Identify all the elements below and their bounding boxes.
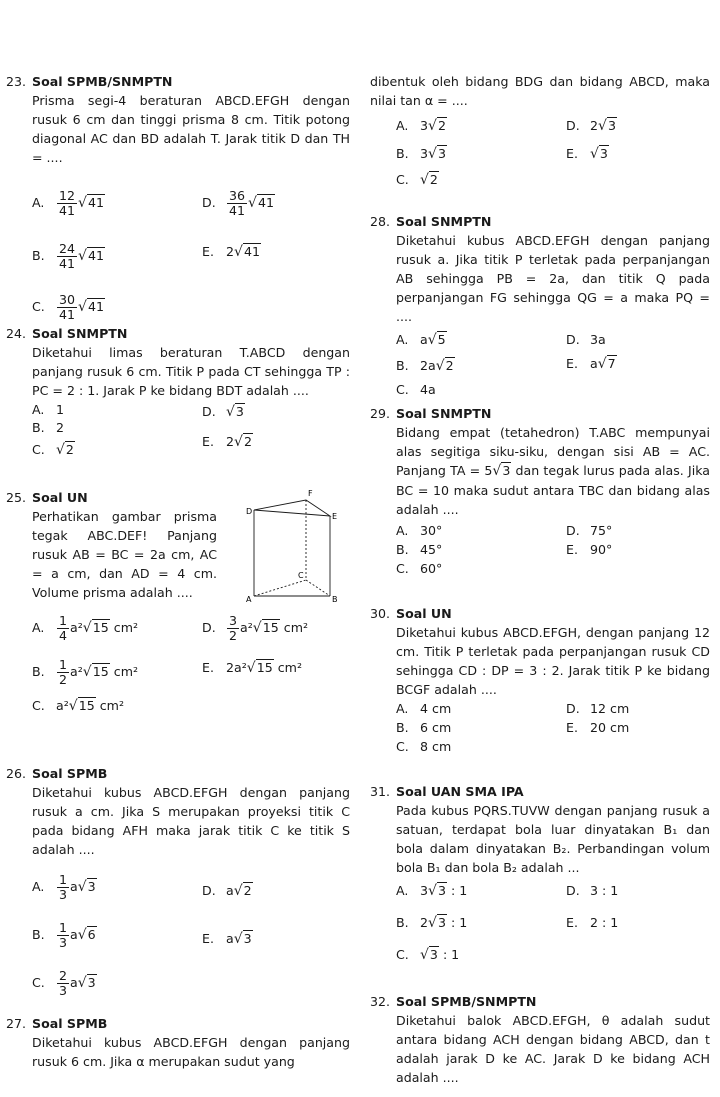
option-a[interactable]: A. a√5 bbox=[396, 332, 446, 348]
question-stem: Prisma segi-4 beraturan ABCD.EFGH dengan rusuk 6 cm dan tinggi prisma 8 cm. Titik potong diagonal AC dan BD adalah T. Jarak titik D dan TH = .... bbox=[32, 93, 350, 165]
edge-bc bbox=[306, 580, 330, 596]
question-header bbox=[6, 72, 350, 91]
option-d[interactable]: D. a√2 bbox=[202, 883, 252, 899]
option-e[interactable]: E. 90° bbox=[566, 542, 613, 557]
option-d[interactable]: D. $\frac{3}{2}$ a²√15 cm² bbox=[202, 613, 309, 643]
option-c[interactable]: C. $\frac{2}{3}$ a√3 bbox=[32, 968, 96, 998]
question-header bbox=[6, 324, 350, 343]
option-c[interactable]: C. 60° bbox=[396, 561, 443, 576]
question-header bbox=[370, 992, 710, 1011]
question-stem: Bidang empat (tetahedron) T.ABC mempunyai alas segitiga siku-siku, dengan sisi AB = AC. Panjang TA = 5√3 dan tegak lurus pada alas. Jika BC = 10 maka sudut antara TBC dan bidang alas adalah .... bbox=[396, 425, 711, 517]
option-b[interactable]: B. 3√3 bbox=[396, 146, 446, 162]
option-b[interactable]: B. 45° bbox=[396, 542, 443, 557]
option-c[interactable]: C. √2 bbox=[396, 172, 438, 188]
label-a: A bbox=[246, 595, 252, 604]
option-d[interactable]: D. √3 bbox=[202, 404, 244, 420]
option-d[interactable]: D. 3 : 1 bbox=[566, 883, 619, 898]
question-29 bbox=[370, 404, 710, 604]
right-column bbox=[370, 72, 710, 1087]
option-b[interactable]: B. 2 bbox=[32, 420, 65, 435]
label-d: D bbox=[246, 507, 253, 516]
option-b[interactable]: B. $\frac{1}{3}$ a√6 bbox=[32, 920, 96, 950]
option-e[interactable]: E. 2 : 1 bbox=[566, 915, 619, 930]
question-stem: Diketahui limas beraturan T.ABCD dengan panjang rusuk 6 cm. Titik P pada CT sehingga TP : PC = 2 : 1. Jarak P ke bidang BDT adalah .... bbox=[32, 345, 350, 398]
question-source: Soal SPMB bbox=[32, 766, 108, 781]
option-d[interactable]: D. $\frac{36}{41}$ √41 bbox=[202, 188, 274, 218]
option-d[interactable]: D. 3a bbox=[566, 332, 606, 347]
question-stem: Diketahui balok ABCD.EFGH, θ adalah sudut antara bidang ACH dengan bidang ABCD, dan t adalah jarak D ke AC. Jarak D ke bidang ACH adalah .... bbox=[396, 1013, 710, 1085]
option-a[interactable]: A. 3√2 bbox=[396, 118, 446, 134]
option-d[interactable]: D. 2√3 bbox=[566, 118, 616, 134]
option-d[interactable]: D. 75° bbox=[566, 523, 613, 538]
question-stem-part-1: Diketahui kubus ABCD.EFGH dengan panjang rusuk 6 cm. Jika α merupakan sudut yang bbox=[32, 1035, 350, 1069]
question-stem: Pada kubus PQRS.TUVW dengan panjang rusuk a satuan, terdapat bola luar dinyatakan B₁ dan bola dalam dinyatakan B₂. Perbandingan volum bola B₁ dan bola B₂ adalah ... bbox=[396, 803, 710, 875]
question-number: 23. bbox=[6, 74, 27, 89]
option-e[interactable]: E. 2√2 bbox=[202, 434, 252, 450]
question-header bbox=[370, 782, 710, 801]
label-c: C bbox=[298, 571, 304, 580]
question-24 bbox=[6, 324, 350, 488]
option-c[interactable]: C. 8 cm bbox=[396, 739, 452, 754]
question-number: 26. bbox=[6, 766, 27, 781]
question-number: 31. bbox=[370, 784, 391, 799]
question-source: Soal SPMB bbox=[32, 1016, 108, 1031]
label-e: E bbox=[332, 512, 338, 521]
question-30 bbox=[370, 604, 710, 782]
option-c[interactable]: C. √2 bbox=[32, 442, 74, 458]
question-27-continued bbox=[370, 72, 710, 212]
option-b[interactable]: B. 2√3 : 1 bbox=[396, 915, 468, 931]
option-c[interactable]: C. a²√15 cm² bbox=[32, 698, 124, 714]
question-source: Soal SNMPTN bbox=[32, 326, 128, 341]
prism-figure bbox=[244, 488, 340, 608]
label-b: B bbox=[332, 595, 338, 604]
prism-top-face bbox=[254, 500, 330, 516]
option-a[interactable]: A. $\frac{1}{3}$ a√3 bbox=[32, 872, 96, 902]
option-c[interactable]: C. √3 : 1 bbox=[396, 947, 460, 963]
option-e[interactable]: E. 2√41 bbox=[202, 244, 260, 260]
option-e[interactable]: E. 2a²√15 cm² bbox=[202, 660, 302, 676]
question-stem: Diketahui kubus ABCD.EFGH dengan panjang rusuk a cm. Jika S merupakan proyeksi titik C pada bidang AFH maka jarak titik C ke titik S adalah .... bbox=[32, 785, 350, 857]
question-header bbox=[370, 404, 710, 423]
question-number: 32. bbox=[370, 994, 391, 1009]
question-header bbox=[6, 764, 350, 783]
question-32 bbox=[370, 992, 710, 1087]
option-b[interactable]: B. $\frac{24}{41}$ √41 bbox=[32, 241, 104, 271]
question-stem: Diketahui kubus ABCD.EFGH, dengan panjang 12 cm. Titik P terletak pada perpanjangan rusuk CD sehingga CD : DP = 3 : 2. Jarak titik P ke bidang BCGF adalah .... bbox=[396, 625, 710, 697]
question-26 bbox=[6, 764, 350, 1014]
option-a[interactable]: A. 4 cm bbox=[396, 701, 452, 716]
option-a[interactable]: A. 1 bbox=[32, 402, 65, 417]
question-header bbox=[370, 604, 710, 623]
option-a[interactable]: A. $\frac{12}{41}$ √41 bbox=[32, 188, 104, 218]
question-source: Soal SPMB/SNMPTN bbox=[32, 74, 173, 89]
option-e[interactable]: E. 20 cm bbox=[566, 720, 630, 735]
option-b[interactable]: B. $\frac{1}{2}$ a²√15 cm² bbox=[32, 657, 139, 687]
question-23 bbox=[6, 72, 350, 324]
left-column bbox=[6, 72, 350, 1071]
question-stem-part-2: dibentuk oleh bidang BDG dan bidang ABCD, maka nilai tan α = .... bbox=[370, 74, 710, 108]
option-e[interactable]: E. a√3 bbox=[202, 931, 252, 947]
question-source: Soal UN bbox=[396, 606, 452, 621]
option-a[interactable]: A. $\frac{1}{4}$ a²√15 cm² bbox=[32, 613, 139, 643]
question-27 bbox=[6, 1014, 350, 1071]
question-28 bbox=[370, 212, 710, 404]
question-source: Soal UN bbox=[32, 490, 88, 505]
question-number: 29. bbox=[370, 406, 391, 421]
question-stem: Perhatikan gambar prisma tegak ABC.DEF! Panjang rusuk AB = BC = 2a cm, AC = a cm, dan AD = 4 cm. Volume prisma adalah .... bbox=[32, 509, 217, 600]
question-number: 30. bbox=[370, 606, 391, 621]
question-25 bbox=[6, 488, 350, 764]
question-source: Soal SNMPTN bbox=[396, 406, 492, 421]
option-e[interactable]: E. √3 bbox=[566, 146, 608, 162]
option-a[interactable]: A. 3√3 : 1 bbox=[396, 883, 468, 899]
question-number: 28. bbox=[370, 214, 391, 229]
question-number: 27. bbox=[6, 1016, 27, 1031]
question-31 bbox=[370, 782, 710, 992]
option-b[interactable]: B. 2a√2 bbox=[396, 358, 454, 374]
option-e[interactable]: E. a√7 bbox=[566, 356, 616, 372]
option-a[interactable]: A. 30° bbox=[396, 523, 443, 538]
option-c[interactable]: C. $\frac{30}{41}$ √41 bbox=[32, 292, 104, 322]
question-stem: Diketahui kubus ABCD.EFGH dengan panjang rusuk a. Jika titik P terletak pada perpanjangan AB sehingga PB = 2a, dan titik Q pada perpanjangan FG sehingga QG = a maka PQ = .... bbox=[396, 233, 710, 324]
option-b[interactable]: B. 6 cm bbox=[396, 720, 452, 735]
question-source: Soal SNMPTN bbox=[396, 214, 492, 229]
question-source: Soal SPMB/SNMPTN bbox=[396, 994, 537, 1009]
label-f: F bbox=[308, 489, 313, 498]
option-d[interactable]: D. 12 cm bbox=[566, 701, 630, 716]
question-number: 24. bbox=[6, 326, 27, 341]
question-number: 25. bbox=[6, 490, 27, 505]
edge-ac bbox=[254, 580, 306, 596]
question-header bbox=[370, 212, 710, 231]
option-c[interactable]: C. 4a bbox=[396, 382, 436, 397]
question-header bbox=[6, 1014, 350, 1033]
question-source: Soal UAN SMA IPA bbox=[396, 784, 524, 799]
